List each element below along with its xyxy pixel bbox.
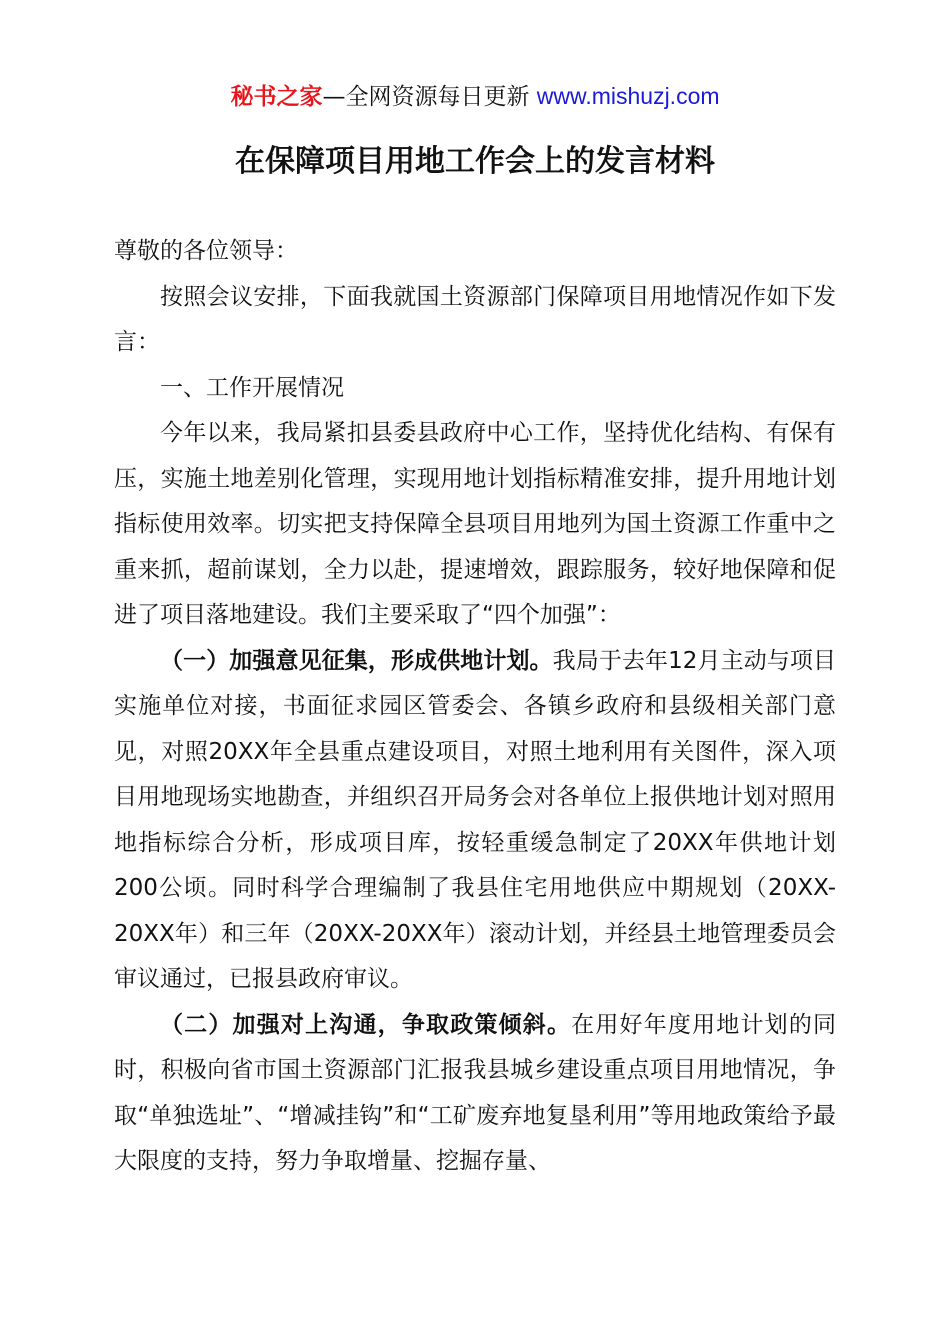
salutation: 尊敬的各位领导： — [114, 238, 298, 264]
document-title: 在保障项目用地工作会上的发言材料 — [235, 144, 715, 179]
intro-paragraph: 按照会议安排，下面我就国土资源部门保障项目用地情况作如下发言： — [114, 283, 836, 355]
list-item-heading: （二）加强对上沟通，争取政策倾斜。 — [160, 1011, 572, 1038]
site-header — [0, 80, 950, 113]
list-item-heading: （一）加强意见征集，形成供地计划。 — [160, 647, 553, 674]
list-item-2 — [114, 1003, 836, 1185]
list-item-body: 我局于去年12月主动与项目实施单位对接，书面征求园区管委会、各镇乡政府和县级相关部门意见，对照20XX年全县重点建设项目，对照土地利用有关图件，深入项目用地现场实地勘查，并组织召开局务会对各单位上报供地计划对照用地指标综合分析，形成项目库，按轻重缓急制定了20XX年供地计划200公顷。同时科学合理编制了我县住宅用地供应中期规划（20XX-20XX年）和三年（20XX-20XX年）滚动计划，并经县土地管理委员会审议通过，已报县政府审议。 — [114, 647, 836, 992]
site-brand: 秘书之家 — [230, 84, 323, 110]
document-body — [114, 229, 836, 1185]
body-paragraph: 今年以来，我局紧扣县委县政府中心工作，坚持优化结构、有保有压，实施土地差别化管理，实现用地计划指标精准安排，提升用地计划指标使用效率。切实把支持保障全县项目用地列为国土资源工作重中之重来抓，超前谋划，全力以赴，提速增效，跟踪服务，较好地保障和促进了项目落地建设。我们主要采取了“四个加强”： — [114, 420, 836, 628]
list-item-body: 在用好年度用地计划的同时，积极向省市国土资源部门汇报我县城乡建设重点项目用地情况，争取“单独选址”、“增减挂钩”和“工矿废弃地复垦利用”等用地政策给予最大限度的支持，努力争取增量、挖掘存量、 — [114, 1011, 837, 1174]
list-item-1 — [114, 639, 836, 1003]
section-heading: 一、工作开展情况 — [160, 374, 344, 401]
site-slogan: —全网资源每日更新 — [322, 84, 530, 110]
site-url[interactable]: www.mishuzj.com — [536, 83, 720, 109]
